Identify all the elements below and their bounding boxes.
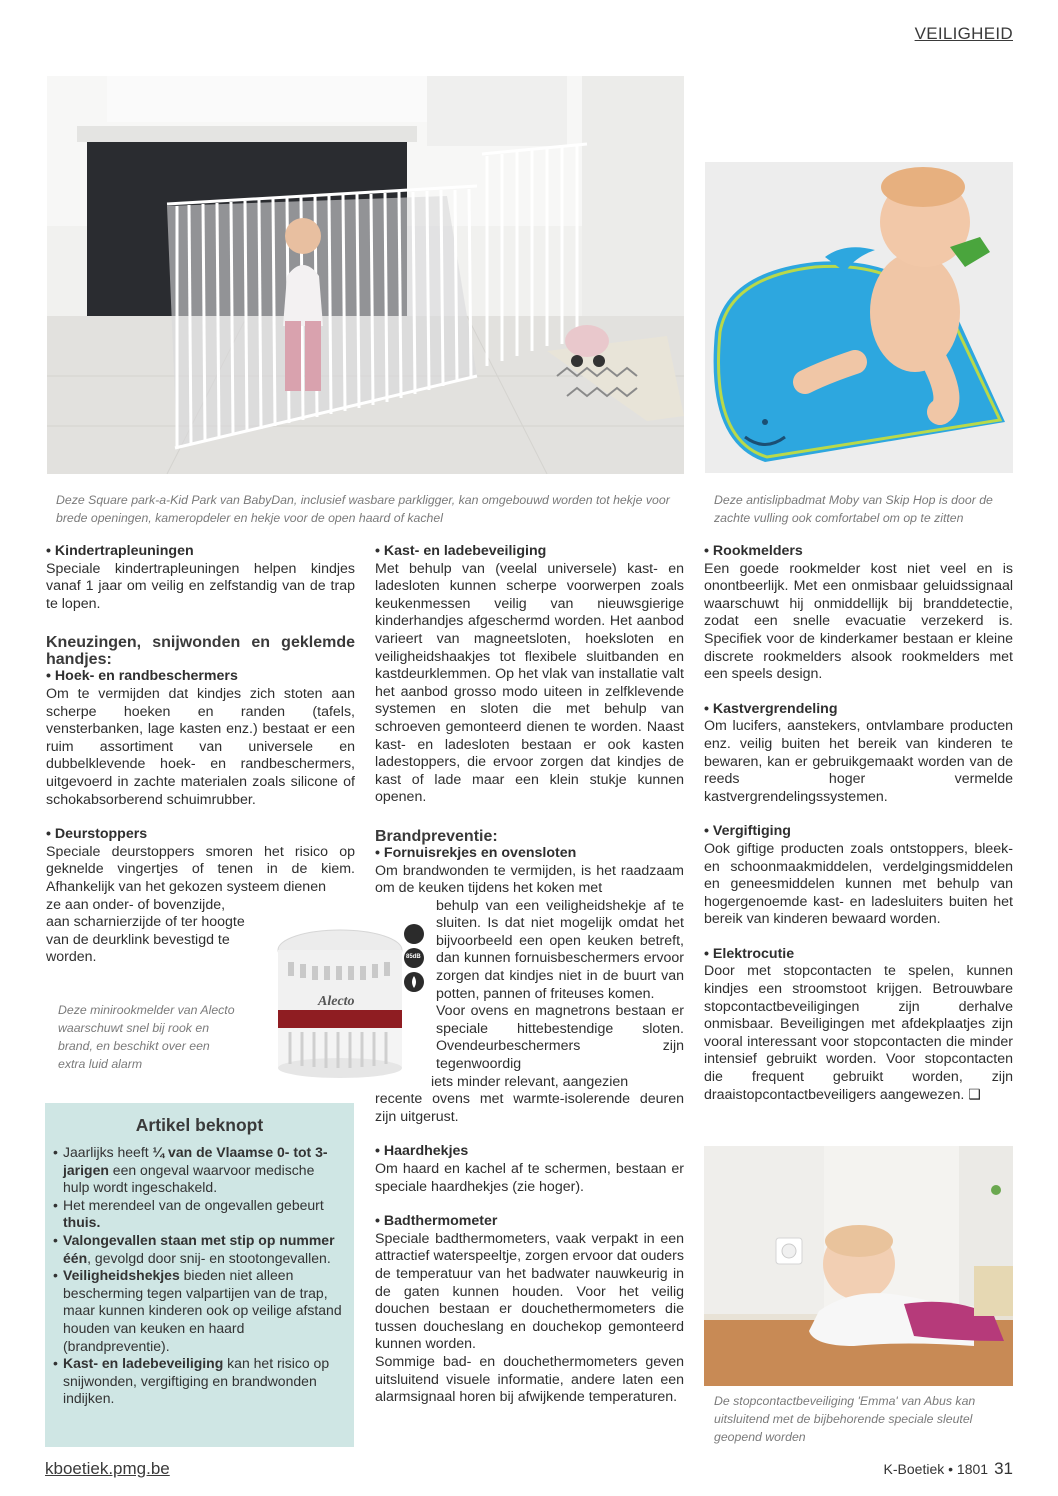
paragraph: behulp van een veiligheidshekje af te sluiten. Is dat niet mogelijk omdat het bijvoorbeeld een open keuken betreft, dan kunnen fornuisbeschermers ervoor zorgen dat kindjes niet in de buurt van potten, pannen of friteuses komen. [436,897,684,1002]
heading-haardhekjes: • Haardhekjes [375,1143,469,1160]
paragraph: Door met stopcontacten te spelen, kunnen kindjes een stroomstoot krijgen. Betrouwbare stopcontactbeveiligingen zijn derhalve onmisbaar. Beveiligingen met afdekplaatjes zijn vooral interessant voor stopcontacten die minder intensief gebruikt worden. Voor stopcontacten die frequent gebruikt worden, zijn draaistopcontactbeveiligers aangewezen. ❑ [704,963,1013,1103]
heading-vergiftiging: • Vergiftiging [704,823,791,840]
paragraph: Voor ovens en magnetrons bestaan er speciale hittebestendige sloten. Ovendeurbeschermers zijn tegenwoordig [436,1003,684,1073]
playpen-caption: Deze Square park-a-Kid Park van BabyDan, inclusief wasbare parkligger, kan omgebouwd worden tot hekje voor brede openingen, kameropdeler en hekje voor de open haard of kachel [56,493,670,525]
paragraph: Om te vermijden dat kindjes zich stoten aan scherpe hoeken en randen (tafels, vensterbanken, lage kasten enz.) bestaat er een ruim assortiment van universele en dubbelklevende hoek- en randbeschermers, uitgevoerd in zachte materialen zoals silicone of schokabsorberend schuimrubber. [46,685,355,808]
paragraph: iets minder relevant, aangezien [431,1073,629,1090]
detector-brand: Alecto [318,994,355,1009]
heading-kindertrapleuningen: • Kindertrapleuningen [46,543,194,559]
paragraph: ze aan onder- of bovenzijde, [46,896,226,913]
paragraph: Een goede rookmelder kost niet veel en is onontbeerlijk. Met een onmisbaar geluidssignaal waarschuwt hij onmiddellijk bij branddetectie, zodat een snelle evacuatie verzekerd is. Specifiek voor de kinderkamer bestaan er kleine discrete rookmelders alsook rookmelders met een speels design. [704,560,1013,683]
paragraph: Sommige bad- en douchethermometers geven uitsluitend visuele informatie, andere laten een alarmsignaal horen bij afwijkende temperaturen. [375,1353,684,1406]
paragraph: Om lucifers, aanstekers, ontvlambare producten enz. veilig buiten het bereik van kinderen te bewaren, kan er gebruikgemaakt worden van de reeds hoger vermelde kastvergrendelingssystemen. [704,718,1013,805]
detector-badge: 85dB [406,954,421,960]
bathmat-caption: Deze antislipbadmat Moby van Skip Hop is door de zachte vulling ook comfortabel om op te zitten [714,493,993,525]
socket-photo [704,1146,1013,1386]
summary-title: Artikel beknopt [135,1115,264,1135]
bathmat-photo [705,162,1013,473]
section-label: VEILIGHEID [914,24,1013,43]
summary-item: • Kast- en ladebeveiliging kan het risico op snijwonden, vergiftiging en brandwonden indijken. [53,1355,344,1408]
heading-elektrocutie: • Elektrocutie [704,945,795,962]
paragraph: Speciale badthermometers, vaak verpakt in een attractief waterspeeltje, zorgen ervoor dat ouders de temperatuur van het badwater nauwkeurig in de gaten kunnen houden. Voor het veilig douchen bestaan er douchethermometers die tussen doucheslang en douchekop gemonteerd kunnen worden. [375,1230,684,1353]
subheading-brandpreventie: Brandpreventie: [375,827,498,845]
smoke-caption: Deze minirookmelder van Alecto waarschuwt snel bij rook en brand, en beschikt over een extra luid alarm [58,1003,235,1071]
playpen-photo [47,76,684,474]
heading-kastbeveiliging: • Kast- en ladebeveiliging [375,543,547,559]
column-1 [46,543,355,967]
end-mark: ❑ [968,1086,981,1103]
paragraph: Speciale deurstoppers smoren het risico op geknelde vingertjes of tenen in de kiem. Afhankelijk van het gekozen systeem dienen [46,843,355,895]
website-link[interactable]: kboetiek.pmg.be [45,1459,170,1478]
column-2 [375,543,684,1407]
page-footer [884,1459,1013,1479]
paragraph: Om haard en kachel af te schermen, bestaan er speciale haardhekjes (zie hoger). [375,1161,684,1195]
socket-caption: De stopcontactbeveiliging 'Emma' van Abus kan uitsluitend met de bijbehorende speciale sleutel geopend worden [714,1394,976,1444]
paragraph: aan scharnierzijde of ter hoogte [46,914,245,931]
paragraph: recente ovens met warmte-isolerende deuren zijn uitgerust. [375,1091,684,1125]
heading-kastvergrendeling: • Kastvergrendeling [704,700,838,717]
heading-fornuisrekjes: • Fornuisrekjes en ovensloten [375,844,577,861]
paragraph: Ook giftige producten zoals ontstoppers, bleek- en schoonmaakmiddelen, verdelgingsmiddelen en geneesmiddelen kunnen met behulp van hogergenoemde kast- en ladesluiters buiten het bereik van kinderen bewaard worden. [704,840,1013,928]
page-number: 31 [994,1459,1013,1478]
heading-badthermometer: • Badthermometer [375,1213,498,1230]
heading-rookmelders: • Rookmelders [704,543,803,559]
column-3 [704,543,1013,1104]
summary-item: • Jaarlijks heeft ¼ van de Vlaamse 0- tot 3-jarigen een ongeval waarvoor medische hulp wordt ingeschakeld. [53,1144,344,1197]
summary-box [45,1103,354,1447]
paragraph: Speciale kindertrapleuningen helpen kindjes vanaf 1 jaar om veilig en zelfstandig van de trap te lopen. [46,560,355,612]
summary-item: • Veiligheidshekjes bieden niet alleen bescherming tegen valpartijen van de trap, maar kunnen kinderen ook op veilige afstand houden van keuken en haard (brandpreventie). [53,1267,344,1355]
paragraph: Met behulp van (veelal universele) kast- en ladesloten kunnen scherpe voorwerpen zoals keukenmessen veilig van nieuwsgierige kinderhandjes afgeschermd worden. Het aanbod varieert van magneetsloten, hoeksloten en veiligheidshaakjes tot flexibele sluitbanden en kastdeurklemmen. Op het vlak van installatie valt het aanbod grosso modo uiteen in zelfklevende systemen en sloten die met behulp van schroeven gemonteerd dienen te worden. Naast kast- en ladesloten bestaan er ook kasten ladestoppers, die ervoor zorgen dat kindjes de kast of lade maar een klein stukje kunnen openen. [375,560,684,806]
magazine-issue: K-Boetiek • 1801 [883,1461,989,1477]
summary-item: • Het merendeel van de ongevallen gebeurt thuis. [53,1197,344,1232]
heading-deurstoppers: • Deurstoppers [46,826,148,843]
paragraph: Om brandwonden te vermijden, is het raadzaam om de keuken tijdens het koken met [375,862,684,897]
summary-item: • Valongevallen staan met stip op nummer één, gevolgd door snij- en stootongevallen. [53,1232,344,1267]
paragraph: worden. [46,949,97,966]
heading-hoekbeschermers: • Hoek- en randbeschermers [46,668,238,685]
paragraph: van de deurklink bevestigd te [46,931,230,948]
summary-list [45,1144,354,1408]
subheading-kneuzingen: Kneuzingen, snijwonden en geklemde handjes: [46,634,355,669]
